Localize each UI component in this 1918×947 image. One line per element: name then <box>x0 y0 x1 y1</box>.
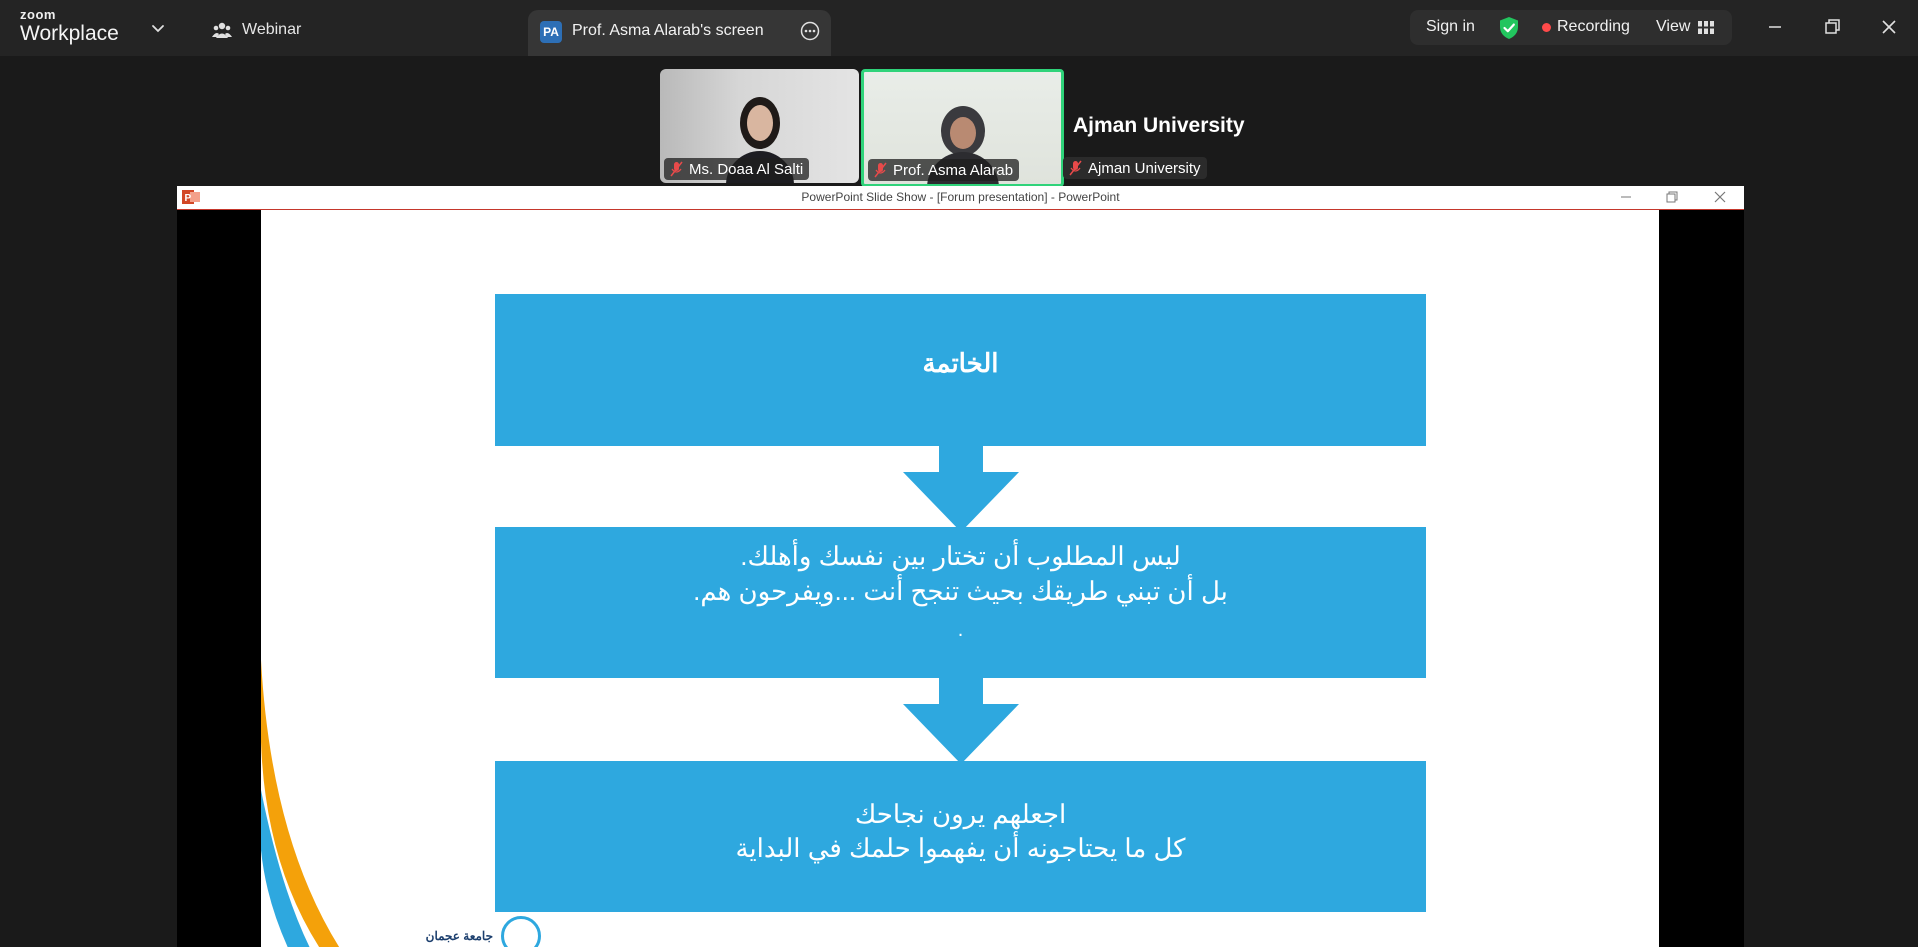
people-icon <box>212 21 232 39</box>
view-label: View <box>1656 18 1691 35</box>
chevron-down-icon[interactable] <box>150 20 166 36</box>
svg-text:P: P <box>184 193 192 204</box>
logo-zoom-text: zoom <box>20 7 56 22</box>
ppt-minimize-icon[interactable] <box>1617 189 1635 205</box>
slide-text-line: اجعلهم يرون نجاحك <box>854 799 1067 829</box>
powerpoint-window-title: PowerPoint Slide Show - [Forum presentation] - PowerPoint <box>801 190 1120 204</box>
recording-dot-icon <box>1542 23 1551 32</box>
presentation-slide[interactable] <box>261 210 1659 947</box>
slide-heading: الخاتمة <box>922 348 999 378</box>
slide-text-line: بل أن تبني طريقك بحيث تنجح أنت ...ويفرحون هم. <box>693 576 1228 606</box>
shield-check-icon[interactable] <box>1498 16 1520 40</box>
meeting-controls <box>1410 10 1732 45</box>
tab-shared-screen[interactable] <box>528 10 831 56</box>
mic-muted-icon <box>1069 160 1082 176</box>
minimize-icon[interactable] <box>1762 14 1788 40</box>
arrow-down-icon <box>903 446 1019 532</box>
slide-decoration-curves <box>261 660 371 947</box>
mic-muted-icon <box>670 161 683 177</box>
logo-workplace-text: Workplace <box>20 22 119 45</box>
zoom-workplace-logo <box>20 8 119 44</box>
mic-muted-icon <box>874 162 887 178</box>
view-button[interactable] <box>1656 18 1714 36</box>
participant-name-tag <box>1063 157 1207 179</box>
webinar-button[interactable] <box>212 18 301 42</box>
more-options-icon[interactable] <box>800 21 820 41</box>
university-logo <box>391 922 541 947</box>
top-bar <box>0 0 1918 56</box>
powerpoint-title-bar <box>177 186 1744 211</box>
webinar-label: Webinar <box>242 21 302 38</box>
participant-name: Ms. Doaa Al Salti <box>689 160 804 178</box>
slide-text-line: . <box>957 619 964 641</box>
active-speaker-tile[interactable] <box>861 69 1064 187</box>
recording-label: Recording <box>1557 18 1630 35</box>
ppt-restore-icon[interactable] <box>1663 189 1681 205</box>
slide-box-middle <box>495 527 1426 678</box>
participant-display-name[interactable]: Ajman University <box>1073 114 1245 137</box>
participant-video-tile[interactable] <box>660 69 859 183</box>
participant-name-tag <box>868 159 1019 181</box>
participant-name: Prof. Asma Alarab <box>893 161 1014 179</box>
close-icon[interactable] <box>1876 14 1902 40</box>
slide-box-bottom <box>495 761 1426 912</box>
slide-text-line: ليس المطلوب أن تختار بين نفسك وأهلك. <box>740 541 1181 571</box>
slide-box-title <box>495 294 1426 446</box>
university-logo-text: جامعة عجمان <box>425 929 493 943</box>
restore-icon[interactable] <box>1819 14 1845 40</box>
arrow-down-icon <box>903 678 1019 764</box>
avatar: PA <box>540 21 562 43</box>
sign-in-button[interactable]: Sign in <box>1426 18 1475 35</box>
participant-name: Ajman University <box>1088 159 1201 177</box>
participant-name-tag <box>664 158 809 180</box>
tab-title: Prof. Asma Alarab's screen <box>572 22 764 39</box>
recording-indicator[interactable] <box>1542 18 1630 36</box>
university-seal-icon <box>501 916 541 947</box>
grid-view-icon <box>1698 21 1714 34</box>
ppt-close-icon[interactable] <box>1711 189 1729 205</box>
slide-text-line: كل ما يحتاجونه أن يفهموا حلمك في البداية <box>735 833 1186 863</box>
